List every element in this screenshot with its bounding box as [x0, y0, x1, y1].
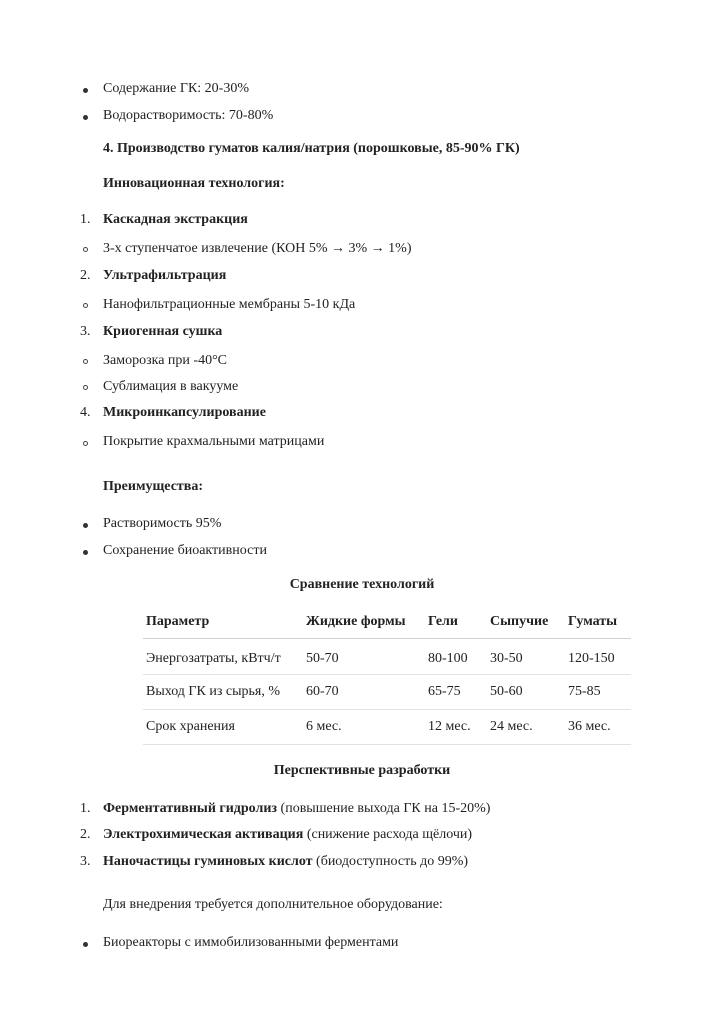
table-cell: 12 мес.	[428, 719, 471, 734]
table-header-cell: Гуматы	[568, 614, 618, 629]
list-item: Сохранение биоактивности	[103, 543, 267, 558]
table-divider	[143, 638, 631, 639]
prospective-number: 3.	[80, 854, 91, 869]
prospective-number: 1.	[80, 801, 91, 816]
step-subitem: Покрытие крахмальными матрицами	[103, 434, 325, 449]
table-cell: 36 мес.	[568, 719, 611, 734]
table-cell: 65-75	[428, 684, 461, 699]
step-subitem: Заморозка при -40°C	[103, 353, 228, 368]
section-heading: 4. Производство гуматов калия/натрия (порошковые, 85-90% ГК)	[103, 141, 520, 156]
step-title: Криогенная сушка	[103, 324, 223, 339]
step-title: Каскадная экстракция	[103, 212, 248, 227]
subheading-advantages: Преимущества:	[103, 479, 204, 494]
prospective-item-bold: Электрохимическая активация	[103, 827, 304, 842]
prospective-item-bold: Наночастицы гуминовых кислот	[103, 854, 313, 869]
prospective-item-rest: (повышение выхода ГК на 15-20%)	[277, 801, 491, 816]
step-subitem: 3-х ступенчатое извлечение (КОН 5% → 3% → 1%)	[103, 241, 412, 256]
list-item: Биореакторы с иммобилизованными ферментами	[103, 935, 399, 950]
table-cell: 60-70	[306, 684, 339, 699]
step-subitem: Нанофильтрационные мембраны 5-10 кДа	[103, 297, 356, 312]
step-number: 2.	[80, 268, 91, 283]
step-number: 4.	[80, 405, 91, 420]
bullet-icon	[83, 115, 88, 120]
table-cell: 24 мес.	[490, 719, 533, 734]
table-header-cell: Гели	[428, 614, 458, 629]
table-divider	[143, 674, 631, 675]
table-cell: 120-150	[568, 651, 615, 666]
prospective-item	[103, 826, 472, 844]
table-cell: 6 мес.	[306, 719, 342, 734]
step-subitem: Сублимация в вакууме	[103, 379, 239, 394]
table-cell: 75-85	[568, 684, 601, 699]
prospective-item-rest: (снижение расхода щёлочи)	[303, 827, 473, 842]
circle-bullet-icon	[83, 385, 88, 390]
circle-bullet-icon	[83, 441, 88, 446]
prospective-item-rest: (биодоступность до 99%)	[312, 854, 469, 869]
bullet-icon	[83, 550, 88, 555]
list-item: Водорастворимость: 70-80%	[103, 108, 274, 123]
circle-bullet-icon	[83, 359, 88, 364]
prospective-number: 2.	[80, 827, 91, 842]
prospective-item	[103, 800, 490, 818]
list-item: Растворимость 95%	[103, 516, 222, 531]
step-number: 3.	[80, 324, 91, 339]
table-header-cell: Жидкие формы	[306, 614, 406, 629]
prospective-title: Перспективные разработки	[273, 763, 451, 778]
table-divider	[143, 709, 631, 710]
implementation-note: Для внедрения требуется дополнительное оборудование:	[103, 897, 443, 912]
table-cell: 30-50	[490, 651, 523, 666]
circle-bullet-icon	[83, 247, 88, 252]
table-cell: 50-60	[490, 684, 523, 699]
circle-bullet-icon	[83, 303, 88, 308]
bullet-icon	[83, 523, 88, 528]
table-cell: Энергозатраты, кВтч/т	[146, 651, 281, 666]
table-header-cell: Параметр	[146, 614, 210, 629]
table-cell: 80-100	[428, 651, 468, 666]
bullet-icon	[83, 942, 88, 947]
table-cell: 50-70	[306, 651, 339, 666]
step-number: 1.	[80, 212, 91, 227]
bullet-icon	[83, 88, 88, 93]
table-header-cell: Сыпучие	[490, 614, 549, 629]
prospective-item	[103, 853, 468, 871]
table-title: Сравнение технологий	[289, 577, 435, 592]
list-item: Содержание ГК: 20-30%	[103, 81, 250, 96]
table-cell: Срок хранения	[146, 719, 235, 734]
table-cell: Выход ГК из сырья, %	[146, 684, 280, 699]
step-title: Ультрафильтрация	[103, 268, 227, 283]
table-divider	[143, 744, 631, 745]
step-title: Микроинкапсулирование	[103, 405, 266, 420]
subheading-innovation: Инновационная технология:	[103, 176, 285, 191]
prospective-item-bold: Ферментативный гидролиз	[103, 801, 278, 816]
